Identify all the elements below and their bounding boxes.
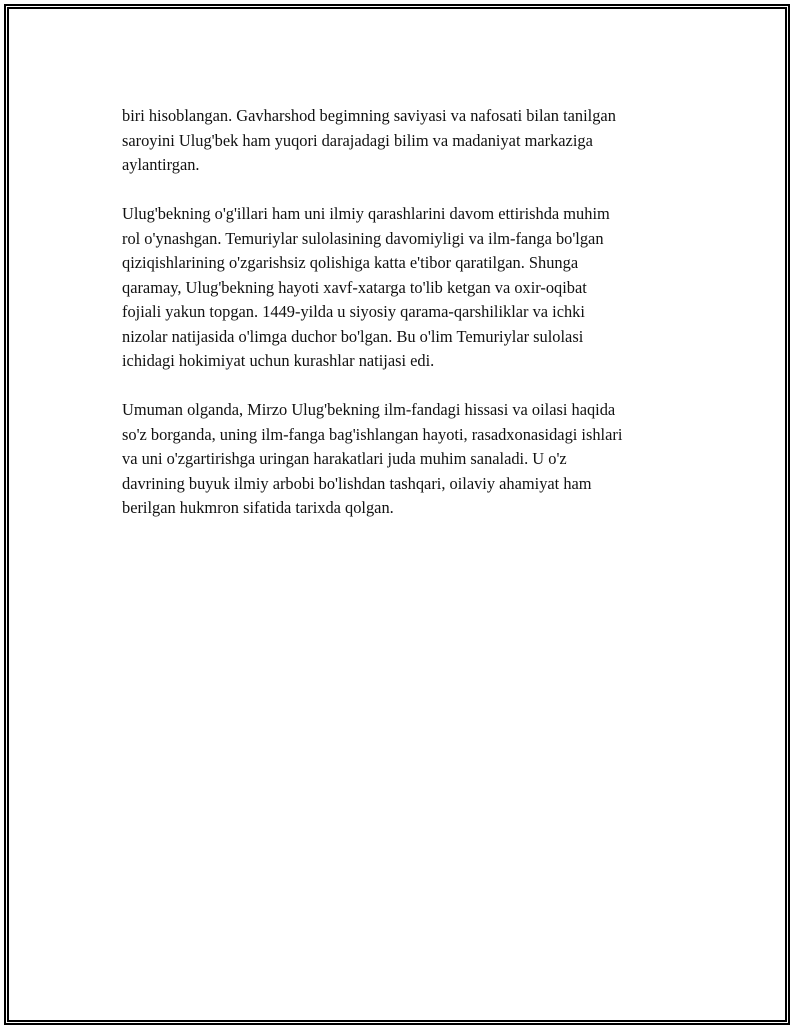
paragraph-line: va uni o'zgartirishga uringan harakatlari juda muhim sanaladi. U o'z — [122, 449, 567, 468]
paragraph-line: Ulug'bekning o'g'illari ham uni ilmiy qarashlarini davom ettirishda muhim — [122, 204, 610, 223]
paragraph-line: qaramay, Ulug'bekning hayoti xavf-xatarga to'lib ketgan va oxir-oqibat — [122, 277, 587, 297]
paragraph-line: saroyini Ulug'bek ham yuqori darajadagi bilim va madaniyat markaziga — [122, 130, 593, 150]
document-page — [4, 4, 790, 1025]
paragraph-2 — [122, 202, 702, 374]
paragraph-line: so'z borganda, uning ilm-fanga bag'ishlangan hayoti, rasadxonasidagi ishlari — [122, 424, 623, 444]
paragraph-1 — [122, 104, 702, 178]
paragraph-line: rol o'ynashgan. Temuriylar sulolasining davomiyligi va ilm-fanga bo'lgan — [122, 228, 604, 248]
paragraph-line: biri hisoblangan. Gavharshod begimning saviyasi va nafosati bilan tanilgan — [122, 106, 616, 125]
paragraph-line: qiziqishlarining o'zgarishsiz qolishiga katta e'tibor qaratilgan. Shunga — [122, 253, 579, 272]
paragraph-line: davrining buyuk ilmiy arbobi bo'lishdan tashqari, oilaviy ahamiyat ham — [122, 473, 592, 493]
paragraph-3 — [122, 398, 702, 521]
paragraph-line: berilgan hukmron sifatida tarixda qolgan. — [122, 498, 394, 517]
paragraph-line: aylantirgan. — [122, 155, 200, 174]
paragraph-line: fojiali yakun topgan. 1449-yilda u siyosiy qarama-qarshiliklar va ichki — [122, 302, 585, 321]
document-body — [122, 104, 702, 545]
paragraph-line: Umuman olganda, Mirzo Ulug'bekning ilm-fandagi hissasi va oilasi haqida — [122, 400, 616, 419]
paragraph-line: ichidagi hokimiyat uchun kurashlar natijasi edi. — [122, 351, 435, 370]
paragraph-line: nizolar natijasida o'limga duchor bo'lgan. Bu o'lim Temuriylar sulolasi — [122, 326, 584, 346]
